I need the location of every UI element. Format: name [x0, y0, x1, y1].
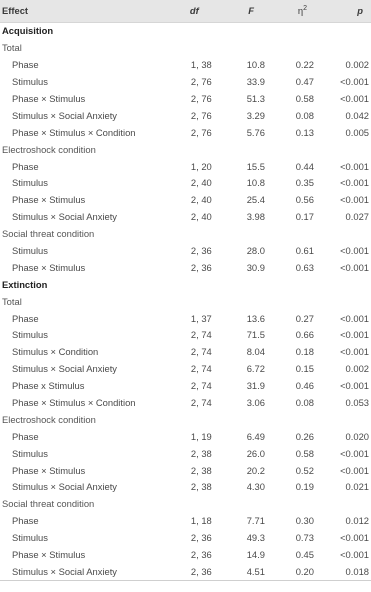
cell-df: 2, 38 — [190, 447, 212, 459]
cell-effect: Phase — [12, 430, 39, 442]
cell-df: 2, 36 — [161, 564, 217, 581]
cell-df: 2, 36 — [190, 261, 212, 273]
cell-p: <0.001 — [340, 447, 369, 459]
cell-eta-squared: 0.61 — [295, 245, 314, 257]
cell-p: 0.018 — [319, 564, 371, 581]
cell-df: 2, 74 — [190, 329, 212, 341]
group-label: Social threat condition — [2, 228, 95, 240]
group-row — [0, 141, 371, 158]
cell-p: <0.001 — [340, 532, 369, 544]
cell-p: <0.001 — [340, 346, 369, 358]
header-eta-superscript: 2 — [303, 4, 307, 12]
table-row — [0, 124, 371, 141]
cell-eta-squared: 0.46 — [295, 380, 314, 392]
cell-eta-squared: 0.63 — [295, 261, 314, 273]
section-title: Extinction — [2, 278, 48, 290]
cell-effect: Phase × Stimulus — [12, 93, 86, 104]
cell-effect: Phase x Stimulus — [12, 380, 85, 392]
cell-effect: Stimulus × Condition — [12, 346, 99, 358]
cell-p: 0.042 — [345, 109, 369, 121]
cell-eta-squared: 0.56 — [295, 194, 314, 206]
cell-effect: Phase × Stimulus — [12, 261, 86, 273]
table-row — [0, 513, 371, 530]
cell-df: 1, 38 — [190, 59, 212, 71]
cell-f: 15.5 — [246, 160, 265, 172]
group-row — [0, 496, 371, 513]
cell-f: 26.0 — [246, 447, 265, 459]
section-row — [0, 276, 371, 293]
cell-effect: Stimulus × Social Anxiety — [12, 481, 117, 493]
cell-p: <0.001 — [340, 312, 369, 324]
cell-f: 31.9 — [246, 380, 265, 392]
cell-df: 2, 76 — [190, 109, 212, 121]
group-row — [0, 40, 371, 57]
cell-effect: Stimulus × Social Anxiety — [12, 363, 117, 375]
cell-eta-squared: 0.52 — [295, 464, 314, 476]
cell-effect: Phase — [12, 515, 39, 527]
cell-effect: Phase × Stimulus × Condition — [12, 126, 136, 138]
table-row — [0, 57, 371, 74]
cell-p: <0.001 — [340, 261, 369, 273]
cell-f: 71.5 — [246, 329, 265, 341]
cell-eta-squared: 0.26 — [295, 430, 314, 442]
cell-effect: Phase × Stimulus — [12, 464, 86, 476]
header-f: F — [217, 0, 270, 23]
cell-effect: Phase × Stimulus — [12, 194, 86, 206]
cell-p: <0.001 — [340, 194, 369, 206]
cell-f: 3.98 — [246, 211, 265, 223]
cell-df: 2, 38 — [190, 464, 212, 476]
cell-effect: Stimulus — [12, 329, 48, 341]
cell-eta-squared: 0.44 — [295, 160, 314, 172]
cell-effect: Stimulus × Social Anxiety — [12, 211, 117, 223]
group-row — [0, 293, 371, 310]
cell-df: 2, 74 — [190, 380, 212, 392]
cell-eta-squared: 0.13 — [295, 126, 314, 138]
cell-f: 30.9 — [246, 261, 265, 273]
cell-p: 0.012 — [345, 515, 369, 527]
group-label: Electroshock condition — [2, 413, 96, 425]
cell-effect: Stimulus — [12, 76, 48, 88]
table-row — [0, 445, 371, 462]
cell-effect: Stimulus × Social Anxiety — [0, 564, 161, 581]
cell-p: <0.001 — [340, 380, 369, 392]
cell-p: 0.002 — [345, 363, 369, 375]
cell-p: 0.002 — [345, 59, 369, 71]
cell-effect: Phase — [12, 59, 39, 71]
cell-p: <0.001 — [340, 76, 369, 88]
group-label: Social threat condition — [2, 498, 95, 510]
cell-eta-squared: 0.30 — [295, 515, 314, 527]
table-row — [0, 192, 371, 209]
cell-f: 3.06 — [246, 397, 265, 409]
table-row — [0, 530, 371, 547]
header-eta-squared — [270, 0, 319, 23]
table-row — [0, 547, 371, 564]
header-eta-symbol: η — [297, 5, 304, 16]
cell-df: 1, 19 — [190, 430, 212, 442]
cell-p: 0.027 — [345, 211, 369, 223]
cell-eta-squared: 0.35 — [295, 177, 314, 189]
cell-f: 6.72 — [246, 363, 265, 375]
cell-df: 2, 74 — [190, 346, 212, 358]
cell-f: 10.8 — [246, 59, 265, 71]
cell-f: 8.04 — [246, 346, 265, 358]
cell-p: 0.021 — [345, 481, 369, 493]
cell-eta-squared: 0.45 — [295, 549, 314, 561]
cell-df: 2, 36 — [190, 532, 212, 544]
cell-df: 2, 76 — [190, 76, 212, 88]
section-title: Acquisition — [2, 25, 54, 37]
cell-f: 14.9 — [246, 549, 265, 561]
table-row — [0, 175, 371, 192]
table-row — [0, 209, 371, 226]
cell-eta-squared: 0.19 — [295, 481, 314, 493]
cell-eta-squared: 0.20 — [270, 564, 319, 581]
cell-f: 28.0 — [246, 245, 265, 257]
cell-effect: Stimulus — [12, 532, 48, 544]
table-row — [0, 344, 371, 361]
group-row — [0, 411, 371, 428]
cell-df: 2, 76 — [190, 93, 212, 104]
header-effect: Effect — [0, 0, 161, 23]
table-row — [0, 107, 371, 124]
table-row — [0, 462, 371, 479]
cell-p: <0.001 — [340, 549, 369, 561]
cell-df: 2, 36 — [190, 549, 212, 561]
header-df: df — [161, 0, 217, 23]
header-p: p — [319, 0, 371, 23]
cell-f: 7.71 — [246, 515, 265, 527]
cell-f: 6.49 — [246, 430, 265, 442]
cell-p: <0.001 — [340, 177, 369, 189]
cell-df: 1, 37 — [190, 312, 212, 324]
group-label: Total — [2, 295, 22, 307]
table-row — [0, 428, 371, 445]
cell-eta-squared: 0.22 — [295, 59, 314, 71]
cell-effect: Phase — [12, 160, 39, 172]
cell-p: <0.001 — [340, 464, 369, 476]
table-row — [0, 327, 371, 344]
cell-effect: Phase × Stimulus — [12, 549, 86, 561]
cell-effect: Stimulus — [12, 177, 48, 189]
table-row — [0, 158, 371, 175]
cell-f: 13.6 — [246, 312, 265, 324]
cell-df: 2, 40 — [190, 177, 212, 189]
cell-eta-squared: 0.73 — [295, 532, 314, 544]
cell-df: 2, 40 — [190, 194, 212, 206]
table-row — [0, 310, 371, 327]
table-row — [0, 479, 371, 496]
group-row — [0, 226, 371, 243]
cell-f: 4.30 — [246, 481, 265, 493]
cell-f: 20.2 — [246, 464, 265, 476]
cell-eta-squared: 0.18 — [295, 346, 314, 358]
cell-effect: Stimulus — [12, 245, 48, 257]
table-body — [0, 23, 371, 581]
cell-eta-squared: 0.27 — [295, 312, 314, 324]
cell-f: 10.8 — [246, 177, 265, 189]
table-row — [0, 91, 371, 108]
cell-df: 2, 76 — [190, 126, 212, 138]
table-header-row — [0, 0, 371, 23]
cell-effect: Stimulus — [12, 447, 48, 459]
cell-eta-squared: 0.08 — [295, 109, 314, 121]
cell-eta-squared: 0.47 — [295, 76, 314, 88]
cell-f: 4.51 — [217, 564, 270, 581]
cell-f: 25.4 — [246, 194, 265, 206]
table-row — [0, 259, 371, 276]
cell-p: <0.001 — [340, 245, 369, 257]
cell-df: 1, 20 — [190, 160, 212, 172]
cell-p: 0.020 — [345, 430, 369, 442]
table-row — [0, 395, 371, 412]
cell-df: 2, 74 — [190, 397, 212, 409]
table-row — [0, 243, 371, 260]
cell-f: 49.3 — [246, 532, 265, 544]
cell-eta-squared: 0.58 — [295, 93, 314, 104]
table-row — [0, 361, 371, 378]
table-row — [0, 564, 371, 581]
cell-eta-squared: 0.15 — [295, 363, 314, 375]
cell-effect: Phase — [12, 312, 39, 324]
cell-p: 0.005 — [345, 126, 369, 138]
cell-f: 33.9 — [246, 76, 265, 88]
cell-df: 2, 36 — [190, 245, 212, 257]
cell-df: 1, 18 — [190, 515, 212, 527]
table-row — [0, 378, 371, 395]
cell-eta-squared: 0.08 — [295, 397, 314, 409]
cell-p: <0.001 — [340, 93, 369, 104]
cell-effect: Phase × Stimulus × Condition — [12, 397, 136, 409]
cell-eta-squared: 0.58 — [295, 447, 314, 459]
group-label: Electroshock condition — [2, 143, 96, 155]
cell-p: 0.053 — [345, 397, 369, 409]
cell-df: 2, 40 — [190, 211, 212, 223]
cell-eta-squared: 0.66 — [295, 329, 314, 341]
group-label: Total — [2, 42, 22, 54]
cell-eta-squared: 0.17 — [295, 211, 314, 223]
cell-f: 51.3 — [246, 93, 265, 104]
section-row — [0, 23, 371, 40]
cell-df: 2, 38 — [190, 481, 212, 493]
cell-p: <0.001 — [340, 329, 369, 341]
cell-f: 3.29 — [246, 109, 265, 121]
cell-f: 5.76 — [246, 126, 265, 138]
cell-df: 2, 74 — [190, 363, 212, 375]
cell-p: <0.001 — [340, 160, 369, 172]
table-row — [0, 74, 371, 91]
cell-effect: Stimulus × Social Anxiety — [12, 109, 117, 121]
